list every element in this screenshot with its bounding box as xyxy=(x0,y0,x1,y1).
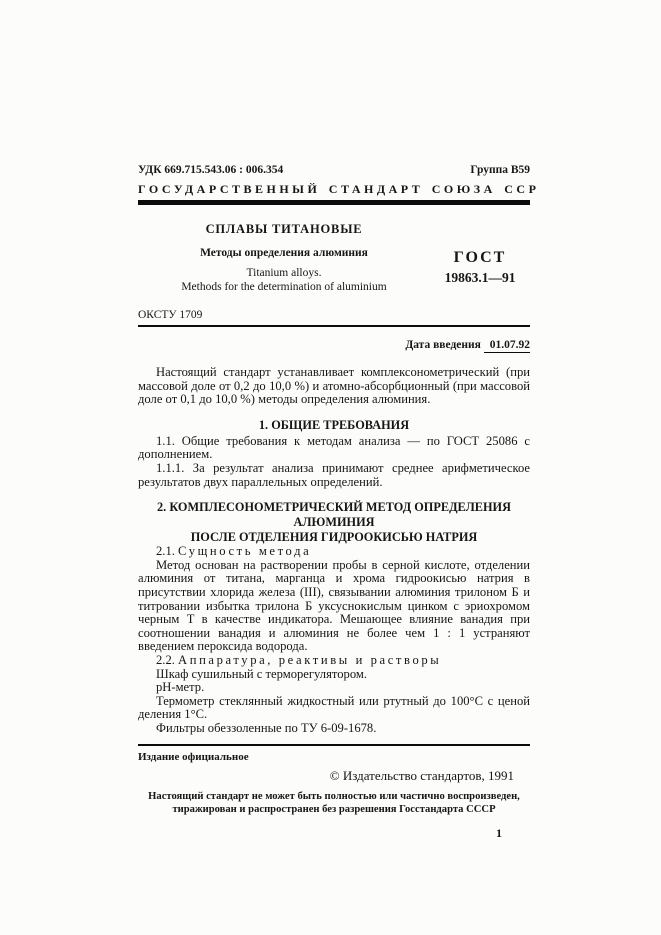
okstu-code: ОКСТУ 1709 xyxy=(138,309,203,321)
clause-2-1-heading xyxy=(138,545,530,559)
title-en-line2: Methods for the determination of aluminium xyxy=(181,280,387,293)
document-title-en xyxy=(138,267,430,294)
reproduction-notice: Настоящий стандарт не может быть полностью или частично воспроизведен, тиражирован и распространен без разрешения Госстандарта СССР xyxy=(148,791,520,816)
clause-2-2-number: 2.2. xyxy=(156,652,175,667)
clause-2-2-title: Аппаратура, реактивы и растворы xyxy=(178,652,442,667)
date-value: 01.07.92 xyxy=(484,339,530,353)
thin-divider-rule-bottom xyxy=(138,744,530,746)
section2-heading xyxy=(138,500,530,545)
page-content xyxy=(138,164,540,841)
official-edition-label: Издание официальное xyxy=(138,751,249,764)
classification-row xyxy=(138,164,530,176)
clause-2-1-title: Сущность метода xyxy=(178,544,312,559)
state-standard-header: ГОСУДАРСТВЕННЫЙ СТАНДАРТ СОЮЗА ССР xyxy=(138,182,540,196)
section2-heading-line1: 2. КОМПЛЕСОНОМЕТРИЧЕСКИЙ МЕТОД ОПРЕДЕЛЕНИЯ АЛЮМИНИЯ xyxy=(157,500,511,530)
clause-2-2-heading xyxy=(138,654,530,668)
group-code: Группа В59 xyxy=(470,164,530,176)
equipment-item: Шкаф сушильный с терморегулятором. xyxy=(156,666,367,681)
equipment-item: Термометр стеклянный жидкостный или ртутный до 100°С с ценой деления 1°С. xyxy=(138,693,530,722)
page-number: 1 xyxy=(496,825,502,840)
clause-2-1-body: Метод основан на растворении пробы в серной кислоте, отделении алюминия от титана, марганца и хрома гидроокисью натрия в присутствии хлорида железа (III), связывании алюминия трилоном Б и титровании избытка трилона Б уксуснокислым цинком с эриохромом черным Т в качестве индикатора. Мешающее влияние ванадия при соотношении ванадия и алюминия не более чем 1 : 1 устраняют введением пероксида водорода. xyxy=(138,557,530,654)
title-block xyxy=(138,222,530,294)
introduction-date-line xyxy=(138,339,530,353)
gost-label: ГОСТ xyxy=(453,249,507,266)
clause-1-1-1: 1.1.1. За результат анализа принимают среднее арифметическое результатов двух параллельных определений. xyxy=(138,460,530,489)
date-label: Дата введения xyxy=(405,339,481,351)
section2-heading-line2: ПОСЛЕ ОТДЕЛЕНИЯ ГИДРООКИСЬЮ НАТРИЯ xyxy=(190,530,478,545)
document-title-ru: СПЛАВЫ ТИТАНОВЫЕ xyxy=(205,222,363,236)
gost-designation-block xyxy=(430,249,530,294)
intro-paragraph: Настоящий стандарт устанавливает комплексонометрический (при массовой доле от 0,2 до 10,0 %) и атомно-абсорбционный (при массовой доле от 0,1 до 10,0 %) методы определения алюминия. xyxy=(138,365,530,407)
clause-2-1-number: 2.1. xyxy=(156,544,175,559)
equipment-item: pH-метр. xyxy=(156,680,205,695)
document-subtitle-ru: Методы определения алюминия xyxy=(200,247,368,259)
title-en-line1: Titanium alloys. xyxy=(246,267,322,279)
clause-1-1: 1.1. Общие требования к методам анализа — по ГОСТ 25086 с дополнением. xyxy=(138,433,530,462)
udk-code: УДК 669.715.543.06 : 006.354 xyxy=(138,164,284,176)
equipment-item: Фильтры обеззоленные по ТУ 6-09-1678. xyxy=(156,720,377,735)
thick-divider-rule xyxy=(138,200,530,205)
thin-divider-rule-top xyxy=(138,325,530,327)
section1-heading: 1. ОБЩИЕ ТРЕБОВАНИЯ xyxy=(258,417,410,432)
copyright-line: © Издательство стандартов, 1991 xyxy=(329,768,514,784)
title-column xyxy=(138,222,430,294)
gost-number: 19863.1—91 xyxy=(444,270,516,285)
